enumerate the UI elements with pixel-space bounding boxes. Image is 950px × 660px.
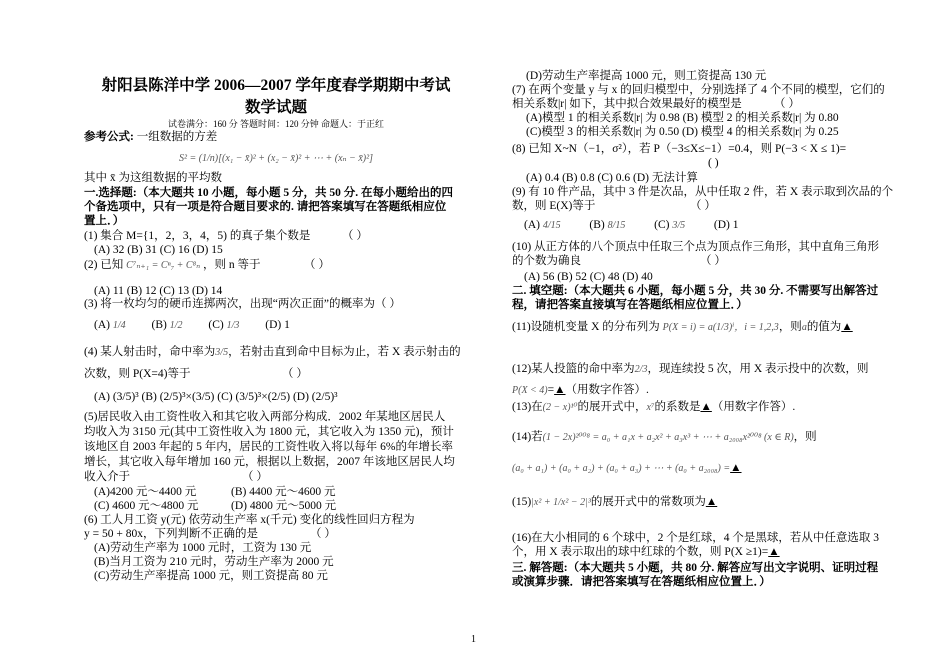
- q10-paren: （ ）: [700, 255, 726, 267]
- q11-stem-text3: 的值为: [806, 321, 842, 333]
- q10-line-2: 的个数为确良: [512, 255, 581, 267]
- formula-label: 参考公式:: [84, 131, 134, 143]
- exam-meta: 试卷满分：160 分 答题时间：120 分钟 命题人：于正红: [167, 119, 384, 129]
- q15-stem2: 的展开式中的常数项为: [590, 496, 706, 508]
- q14-stem: (14)若: [512, 431, 543, 443]
- q5-opt-c: (C) 4600 元～4800 元: [94, 500, 199, 512]
- q12-note: （用数字作答）.: [565, 384, 649, 396]
- formula-text: 一组数据的方差: [136, 131, 218, 143]
- q7-line-2: 相关系数|r| 如下，其中拟合效果最好的模型是: [512, 98, 742, 110]
- q3-opt-d: (D) 1: [265, 319, 290, 331]
- q12-math: P(X < 4): [512, 385, 548, 396]
- q16-line-2: [512, 545, 780, 559]
- q12-stem: (12)某人投篮的命中率为: [512, 363, 635, 375]
- q4-stem-text: (4) 某人射击时，命中率为: [84, 346, 216, 358]
- formula-line: [84, 130, 217, 144]
- q16-stem: 个，用 X 表示取出的球中红球的个数，则 P(X ≥1)=: [512, 546, 769, 558]
- q7-opt-cd: (C)模型 3 的相关系数|r| 为 0.50 (D) 模型 4 的相关系数|r| 为 0.25: [526, 126, 839, 138]
- formula-note: 其中 x̄ 为这组数据的平均数: [84, 172, 222, 184]
- q2-stem-text2: ，则 n 等于: [203, 259, 261, 271]
- q14-math: (1 − 2x)²⁰⁰⁸ = a₀ + a₁x + a₂x² + a₃x³ + ⋯ + a₂₀₀₈x²⁰⁰⁸ (x ∈ R): [542, 432, 794, 443]
- q4-options: (A) (3/5)³ (B) (2/5)³×(3/5) (C) (3/5)³×(2/5) (D) (2/5)³: [94, 391, 338, 403]
- q12-answer-blank: ▲: [554, 384, 566, 396]
- section3-heading-1: 三. 解答题:（本大题共 5 小题，共 80 分. 解答应写出文字说明、证明过程: [512, 562, 879, 574]
- exam-title: 射阳县陈洋中学 2006—2007 学年度春学期期中考试: [101, 77, 451, 94]
- q2-paren: （ ）: [304, 259, 330, 271]
- q2-options: (A) 11 (B) 12 (C) 13 (D) 14: [94, 285, 223, 297]
- q14-line-2: [512, 461, 742, 476]
- q14-line-1: [512, 430, 817, 445]
- section2-heading-2: 程，请把答案直接填写在答题纸相应位置上．）: [512, 299, 748, 311]
- q6-opt-d: (D)劳动生产率提高 1000 元，则工资提高 130 元: [526, 70, 767, 82]
- q16-answer-blank: ▲: [768, 546, 780, 558]
- q5-opt-a: (A)4200 元～4400 元: [94, 486, 197, 498]
- q12-frac: 2/3: [634, 364, 648, 375]
- q9-paren: （ ）: [690, 200, 716, 212]
- q4-paren: （ ）: [282, 368, 308, 380]
- q8-paren: ( ): [708, 157, 719, 169]
- q6-line-2: y = 50 + 80x，下列判断不正确的是: [84, 528, 258, 540]
- q7-opt-ab: (A)模型 1 的相关系数|r| 为 0.98 (B) 模型 2 的相关系数|r| 为 0.80: [526, 112, 839, 124]
- q9-opt-a-value: 4/15: [542, 220, 561, 231]
- q12-line-1: [512, 362, 869, 377]
- q6-opt-a: (A)劳动生产率为 1000 元时，工资为 130 元: [94, 542, 312, 554]
- q13-answer-blank: ▲: [700, 401, 712, 413]
- section1-heading-2: 个备选项中，只有一项是符合题目要求的. 请把答案填写在答题纸相应位: [84, 201, 447, 213]
- q8-options: (A) 0.4 (B) 0.8 (C) 0.6 (D) 无法计算: [526, 172, 698, 184]
- q5-line-4: 增长，其它收入每年增加 160 元，根据以上数据，2007 年该地区居民人均: [84, 456, 455, 468]
- q5-line-1: (5)居民收入由工资性收入和其它收入两部分构成．2002 年某地区居民人: [84, 411, 446, 423]
- q3-opt-c: (C): [208, 319, 224, 331]
- q8-line-1: (8) 已知 X~N（−1，σ²），若 P（−3≤X≤−1）=0.4，则 P(−3 < X ≤ 1)=: [512, 143, 847, 155]
- q9-opt-c-value: 3/5: [672, 220, 686, 231]
- q4-stem-text2: ，若射击直到命中目标为止，若 X 表示射击的: [228, 346, 461, 358]
- q5-line-2: 均收入为 3150 元(其中工资性收入为 1800 元，其它收入为 1350 元)，预计: [84, 426, 454, 438]
- q13-math: (2 − x)¹⁰: [542, 402, 578, 413]
- section1-heading-1: 一.选择题:（本大题共 10 小题，每小题 5 分，共 50 分. 在每小题给出的四: [84, 187, 453, 199]
- q10-options: (A) 56 (B) 52 (C) 48 (D) 40: [524, 271, 653, 283]
- q16-line-1: (16)在大小相同的 6 个球中，2 个是红球，4 个是黑球，若从中任意选取 3: [512, 532, 880, 544]
- q2-math: C⁷ₙ₊₁ = Cⁿ₇ + C⁸ₙ: [126, 260, 201, 271]
- q11-stem: [512, 320, 853, 335]
- q11-var: a: [801, 322, 807, 333]
- q2-stem-text: (2) 已知: [84, 259, 124, 271]
- q12-stem2: ，现连续投 5 次，用 X 表示投中的次数，则: [647, 363, 869, 375]
- q6-line-1: (6) 工人月工资 y(元) 依劳动生产率 x(千元) 变化的线性回归方程为: [84, 514, 415, 526]
- q7-paren: （ ）: [774, 98, 800, 110]
- q9-line-2: 数，则 E(X)等于: [512, 200, 596, 212]
- q5-opt-d: (D) 4800 元～5000 元: [231, 500, 337, 512]
- q11-math: P(X = i) = a(1/3)ⁱ，i = 1,2,3: [662, 322, 779, 333]
- q1-stem: (1) 集合 M={1，2，3，4，5) 的真子集个数是: [84, 230, 311, 242]
- q13-line: [512, 400, 795, 415]
- q3-options: [94, 318, 290, 333]
- q7-line-1: (7) 在两个变量 y 与 x 的回归模型中，分别选择了 4 个不同的模型，它们的: [512, 84, 885, 96]
- q3-stem: (3) 将一枚均匀的硬币连掷两次，出现“两次正面”的概率为（ ）: [84, 298, 401, 310]
- q11-answer-blank: ▲: [841, 321, 853, 333]
- q5-opt-b: (B) 4400 元～4600 元: [231, 486, 336, 498]
- q15-answer-blank: ▲: [705, 496, 718, 508]
- q13-stem4: （用数字作答）.: [711, 401, 796, 413]
- section2-heading-1: 二. 填空题:（本大题共 6 小题，每小题 5 分，共 30 分. 不需要写出解答过: [512, 285, 879, 297]
- q6-opt-c: (C)劳动生产率提高 1000 元，则工资提高 80 元: [94, 570, 328, 582]
- q4-stem-1: [84, 345, 461, 360]
- q3-opt-a: (A): [94, 319, 110, 331]
- q14-answer-blank: ▲: [730, 462, 742, 474]
- q3-opt-c-value: 1/3: [226, 320, 240, 331]
- q13-stem2: 的展开式中，: [577, 401, 647, 413]
- q9-opt-d: (D) 1: [713, 219, 739, 231]
- q3-opt-b-value: 1/2: [169, 320, 183, 331]
- q15-line: [512, 495, 717, 510]
- q13-stem: (13)在: [512, 401, 543, 413]
- q9-opt-b-value: 8/15: [607, 220, 626, 231]
- q9-opt-a: (A): [524, 219, 540, 231]
- q14-math2: (a₀ + a₁) + (a₀ + a₂) + (a₀ + a₃) + ⋯ + (a₀ + a₂₀₀₈) =: [512, 463, 731, 474]
- exam-subtitle: 数学试题: [244, 99, 307, 116]
- section1-heading-3: 置上．）: [84, 215, 125, 227]
- q15-stem: (15): [512, 496, 532, 508]
- q14-stem2: ，则: [793, 431, 817, 443]
- q6-opt-b: (B)当月工资为 210 元时，劳动生产率为 2000 元: [94, 556, 334, 568]
- section3-heading-2: 或演算步骤．请把答案填写在答题纸相应位置上．）: [512, 576, 771, 588]
- q2-stem: [84, 258, 261, 273]
- q4-stem-3: 次数，则 P(X=4)等于: [84, 368, 191, 380]
- q1-options: (A) 32 (B) 31 (C) 16 (D) 15: [94, 244, 223, 256]
- q6-paren: （ ）: [310, 528, 336, 540]
- q9-options: [524, 218, 738, 233]
- q12-eq: =: [547, 384, 555, 396]
- q11-stem-text: (11)设随机变量 X 的分布列为: [512, 321, 660, 333]
- q10-line-1: (10) 从正方体的八个顶点中任取三个点为顶点作三角形，其中直角三角形: [512, 241, 880, 253]
- q15-math: |x² + 1/x² − 2|³: [531, 497, 591, 508]
- q9-opt-c: (C): [654, 219, 670, 231]
- q13-stem3: 的系数是: [654, 401, 701, 413]
- q3-opt-b: (B): [151, 319, 167, 331]
- variance-formula: S² = (1/n)[(x₁ − x̄)² + (x₂ − x̄)² + ⋯ + (xₙ − x̄)²]: [178, 153, 374, 164]
- q9-line-1: (9) 有 10 件产品，其中 3 件是次品，从中任取 2 件，若 X 表示取到次品的个: [512, 186, 894, 198]
- q5-line-5: 收入介于: [84, 471, 130, 483]
- q9-opt-b: (B): [589, 219, 605, 231]
- page-number: 1: [471, 634, 476, 645]
- q11-stem-text2: ，则: [778, 321, 802, 333]
- q1-paren: （ ）: [342, 230, 368, 242]
- q13-var: x⁷: [646, 402, 655, 413]
- q12-line-2: [512, 383, 649, 398]
- q4-frac: 3/5: [215, 347, 229, 358]
- q3-opt-a-value: 1/4: [112, 320, 126, 331]
- q5-paren: （ ）: [242, 471, 268, 483]
- q5-line-3: 该地区自 2003 年起的 5 年内，居民的工资性收入将以每年 6%的年增长率: [84, 441, 453, 453]
